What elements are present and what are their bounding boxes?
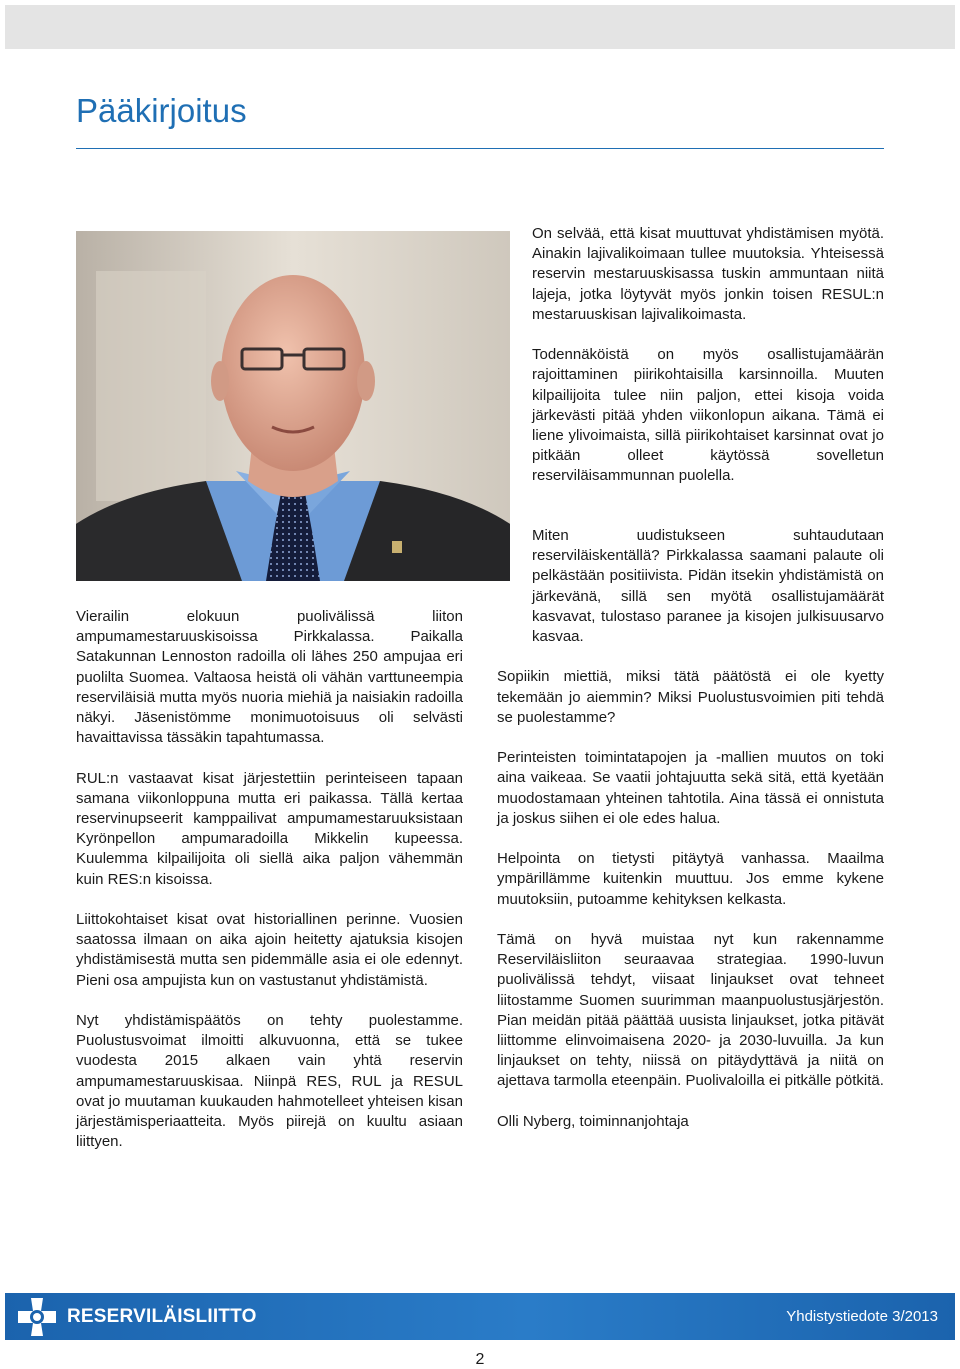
- publication-name: Yhdistystiedote 3/2013: [786, 1308, 938, 1325]
- article-column-left: [76, 607, 463, 1152]
- photo-wrap-spacer: [497, 526, 532, 628]
- paragraph: Vierailin elokuun puolivälissä liiton ampumamestaruuskisoissa Pirkkalassa. Paikalla Satakunnan Lennoston radoilla oli lähes 250 ampujaa eri puolilta Suomea. Valtaosa heistä oli vähän varttuneempia reserviläisiä mutta myös nuoria miehiä ja naisiakin radoilla näkyi. Jäsenistömme monimuotoisuus oli selvästi havaittavissa tässäkin tapahtumassa.: [76, 608, 463, 747]
- article-column-right-top: [532, 224, 884, 487]
- paragraph: Miten uudistukseen suhtaudutaan reserviläiskentällä? Pirkkalassa saamani palaute oli pelkästään positiivista. Pidän itsekin yhdistämistä on järkevänä, sillä sen myötä osallistujamäärät kasvavat, tulostaso paranee ja kisojen julkisuusarvo kasvaa.: [532, 527, 884, 646]
- paragraph: Todennäköistä on myös osallistujamäärän rajoittaminen piirikohtaisilla karsinnoilla. Muuten kilpailijoita tulee niin paljon, ettei kisoja voida järkevästi pitää yhden viikonlopun aikana. Tämä ei liene ylivoimaista, sillä piirikohtaiset karsinnat ovat jo pitkään olleet käytössä sovelletun reserviläisammunnan puolella.: [532, 346, 884, 485]
- page-title: Pääkirjoitus: [76, 92, 247, 129]
- paragraph: Tämä on hyvä muistaa nyt kun rakennamme Reserviläisliiton seuraavaa strategiaa. 1990-luvun puolivälissä tehdyt, viisaat linjaukset ovat tehneet liitostamme Suomen suurimman maanpuolustusjärjestön. Pian meidän pitää päättää uusista linjaukset, jotka pitävät liittomme elinvoimaisena 2020- ja 2030-luvuilla. Ja kun linjaukset on tehty, niissä on pitäydyttävä ja niitä on ajettava tarmolla eteenpäin. Puolivaloilla ei pitkälle pötkitä.: [497, 931, 884, 1090]
- paragraph: RUL:n vastaavat kisat järjestettiin perinteiseen tapaan samana viikonloppuna mutta eri paikassa. Tällä kertaa reservinupseerit kamppailivat ampumamestaruuksistaan Kyrönpellon ampumaradoilla Mikkelin kupeessa. Kuulemma kilpailijoita oli siellä aika paljon vähemmän kuin RES:n kisoissa.: [76, 769, 463, 888]
- paragraph: Sopiikin miettiä, miksi tätä päätöstä ei ole kyetty tekemään jo aiemmin? Miksi Puolustusvoimien piti tehdä se puolestamme?: [497, 668, 884, 726]
- footer-band: [5, 1293, 955, 1340]
- top-band: [5, 5, 955, 49]
- paragraph: Perinteisten toimintatapojen ja -mallien muutos on toki aina vaikeaa. Se vaatii johtajuutta sekä sitä, että kyetään muodostamaan yhteinen tahtotila. Aina tässä ei onnistuta ja joskus siihen ei ole edes halua.: [497, 749, 884, 827]
- portrait-photo: [76, 231, 510, 581]
- signature: Olli Nyberg, toiminnanjohtaja: [497, 1112, 689, 1130]
- paragraph: Helpointa on tietysti pitäytyä vanhassa. Maailma ympärillämme kuitenkin muuttuu. Jos emme kykene muutoksiin, putoamme kehityksen kelkasta.: [497, 850, 884, 908]
- page-number: 2: [475, 1351, 485, 1368]
- paragraph: Liittokohtaiset kisat ovat historiallinen perinne. Vuosien saatossa ilmaan on aika ajoin heitetty ajatuksia kisojen yhdistämisestä mutta sen pidemmälle asia ei ole edennyt. Pieni osa ampujista kun on vastustanut yhdistämistä.: [76, 911, 463, 989]
- article-column-right-bottom: [497, 526, 884, 1132]
- paragraph: On selvää, että kisat muuttuvat yhdistämisen myötä. Ainakin lajivalikoimaan tullee muutoksia. Yhteisessä reservin mestaruuskisassa tuskin ammuntaan niitä lajeja, jotka löytyvät myös jonkin toisen RESUL:n mestaruuskisan lajivalikoimasta.: [532, 225, 884, 323]
- title-rule: [76, 148, 884, 149]
- paragraph: Nyt yhdistämispäätös on tehty puolestamme. Puolustusvoimat ilmoitti alkuvuonna, että se tukee vuodesta 2015 alkaen vain yhtä reservin ampumamestaruuskisaa. Niinpä RES, RUL ja RESUL ovat jo muutaman kuukauden hahmotelleet yhteisen kisan järjestämisperiaatteita. Myös piirejä on kuultu asiaan liittyen.: [76, 1012, 463, 1151]
- cross-logo-icon: [16, 1296, 58, 1338]
- logo-text: RESERVILÄISLIITTO: [67, 1306, 257, 1327]
